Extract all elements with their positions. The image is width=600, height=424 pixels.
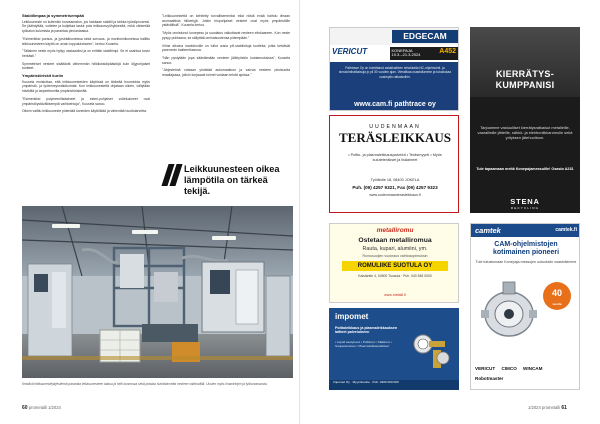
anniversary-badge	[543, 282, 571, 310]
camtek-subtitle: Tule tutustumaan Konepaja-messujen uutuuksiin osastollemme	[475, 260, 577, 264]
metalliromu-title: Ostetaan metalliromua	[358, 237, 432, 244]
brand-logo: VERICUT	[475, 366, 496, 371]
camtek-title: CAM-ohjelmistojen kotimainen pioneeri	[492, 241, 560, 256]
magazine-name: prometalli	[541, 405, 561, 410]
edgecam-ad[interactable]	[329, 27, 459, 111]
paragraph: "Esimerkiksi poraus- ja jyrsintäkoneissa sekä sorvaus- ja monitoimikoneissa hallittu leikkuunesteen käyttö on avain lopputulokseen", kertoo Kuusela.	[22, 36, 150, 46]
paragraph: "Myös onnistunut konepesu ja suodatus vaikuttavat nesteen elinkaareen. Kun neste pysyy puhtaana, se säilyttää ominaisuutensa pidempään."	[162, 31, 290, 40]
factory-illustration	[22, 206, 293, 378]
stena-logo-sub: RECYCLING	[510, 206, 540, 210]
paragraph: Oikein valittu leikkuuneste pidentää koneiden käyttöikää ja vähentää huoltotarvetta.	[22, 109, 147, 114]
impomet-list: • Liquid asetyleeni • Polttimet • Säätimet • Suojavarusteet • Plasmaleikkauslaitteet	[335, 340, 392, 349]
stand-number: A452	[439, 48, 456, 55]
edgecam-title: EDGECAM	[392, 30, 458, 43]
paragraph: "Järjestelmä voidaan yhdistää automaatioon ja valvoa nesteen pitoisuutta reaaliajassa, jolloin korjaavat toimet voidaan tehdä ajoissa."	[162, 68, 290, 78]
section-heading: Stabiilimpaa ja symmetrisempää	[22, 13, 84, 18]
metalliromu-company-bar: ROMULIIKE SUOTULA OY	[342, 261, 448, 271]
vericut-logo: VERICUT	[332, 47, 368, 56]
quote-mark-icon	[162, 162, 182, 188]
stena-logo	[484, 197, 566, 209]
issue-number: 1/2024	[48, 405, 61, 410]
impomet-logo: impomet	[335, 312, 369, 321]
partner-logos	[475, 364, 577, 384]
metalliromu-line: Romusuojien vuokraus vaihtosopimuksin	[362, 254, 428, 258]
metalliromu-address: Kaistantie 4, 04500 Tuusula · Puh. 040 548 0000	[358, 274, 432, 278]
terasleikkaus-ad[interactable]	[329, 115, 459, 213]
stena-body: Tarjoamme vastuulliset kierrätysratkaisut metalleille, vaarallisille jätteille, sähkö- ja elektroniikkaromulle sekä yrityksen jätehuoltoon.	[477, 125, 573, 140]
page-footer-left	[22, 405, 61, 411]
camtek-logo: camtek	[475, 225, 501, 235]
issue-number: 1/2024	[528, 405, 541, 410]
paragraph: "Tällainen neste myös hyllyy vastaaviksi ja on erittäin stabiilimpi. Se ei vaahtoa kovin herkästi."	[22, 49, 150, 58]
teras-website[interactable]: www.uudenmaanterasleikkaus.fi	[369, 193, 421, 197]
metalliromu-ad[interactable]	[329, 223, 459, 303]
paragraph: Leikkuuneste on kuitenkin korvaamaton, jos halutaan stabiili ja tarkka työstöprosessi. Se jäähdyttää, voitelee ja kuljettaa lastut pois leikkausvyöhykkeeltä, mikä vähentää työkalun kulumista ja parantaa pinnanlaatua.	[22, 19, 150, 34]
metalliromu-logo: metalliromu	[376, 227, 414, 234]
badge-text: vuotta	[552, 302, 562, 306]
valve-product-icon	[477, 278, 541, 348]
edgecam-body: Pathtrace Oy on toimittanut asiakkailleen tehokkaita NC-ohjelmointi- ja simulointiratkaisuja jo yli 30 vuoden ajan. Vierailkaa osastollamme ja tutustukaa uusimpiin ratkaisuihin.	[330, 62, 459, 111]
stena-logo-text: STENA	[510, 197, 540, 206]
fair-badge	[390, 47, 458, 60]
brand-logo: CIMCO	[501, 366, 517, 371]
camtek-header	[471, 224, 580, 237]
paragraph: Kuusela muistuttaa, että leikkuunesteiden käytössä on tärkeää huomioida myös ympäristö- ja työterveysnäkökohdat. Kun leikkuunestettä ohjataan oikein, vältytään hävikiltä ja tarpeettomilta ympäristöriskeiltä.	[22, 79, 150, 94]
paragraph: "Leikkuunestettä on kehitetty turvallisemmiksi eikä niistä enää haihdu ilmaan aromaattisia hiilivetyjä. Jotkin biopohjaiset nesteet ovat myös ympäristölle ystävällisiä", Kuusela kertoo.	[162, 14, 290, 28]
impomet-ad[interactable]	[329, 308, 459, 390]
gas-regulator-icon	[409, 328, 453, 372]
stena-title: KIERRÄTYS-KUMPPANISI	[495, 69, 555, 90]
metalliromu-website[interactable]: www.metalli.fi	[384, 293, 406, 297]
badge-number: 40	[551, 288, 562, 298]
teras-title: TERÄSLEIKKAUS	[339, 130, 451, 145]
teras-services: • Poltto- ja plasmaleikkauspalvelut • Teräsmyynti • Myös kuluteteräkset ja lisäaineet	[348, 153, 442, 162]
pull-quote-text: Leikkuunesteen oikea lämpötila on tärkeä tekijä.	[184, 164, 280, 196]
teras-address: Työläntie 18, 08400 JOKELA	[370, 178, 420, 182]
paragraph: Viime aikoina markkinoille on tullut uusia pH-stabiloituja tuotteita, jotka kestävät paremmin bakteerikasvua.	[162, 43, 290, 53]
impomet-footer: Impomet Oy · Myyntiosoite · Puh. 0400 000 000	[329, 380, 459, 390]
section-heading: Ympäristöriskit kuriin	[22, 73, 64, 79]
article-column-right	[162, 14, 290, 81]
stena-info: Tule tapaamaan meitä Konepajamessuille! Osasto A231	[476, 167, 574, 171]
metalliromu-subtitle: Rauta, kupari, alumiini, ym.	[362, 246, 428, 252]
factory-photo	[22, 206, 293, 378]
page-number: 60	[22, 405, 28, 411]
fair-name: KONEPAJA	[391, 47, 413, 53]
teras-phone: Puh. (09) 4257 9321, Fax (09) 4257 9323	[352, 185, 438, 190]
photo-caption: Kestävä leikkuunestejärjestelmä parantaa leikkuunesteen laatua ja helli kunnossa sekä poistaa huoltotarvetta nesteen vaihtoväliä. Uusien myös ilmavirtojen ja työturvanuosta.	[22, 382, 268, 386]
page-footer-right	[528, 405, 567, 411]
brand-logo: Robotmaster	[475, 376, 504, 381]
paragraph: "Esimerkiksi polymeerilisäaineet ja esteri-pohjaiset voiteluaineet ovat ympäristöystävällisempiä vaihtoehtoja", Kuusela sanoo.	[22, 96, 150, 106]
fair-dates: 19.3.–21.3.2024	[391, 52, 421, 57]
camtek-url[interactable]: camtek.fi	[555, 227, 577, 233]
paragraph: "Nän pystytään jopa säästämään nesteen jälkityöstön kustannuksissa", Kuusela sanoo.	[162, 55, 290, 65]
magazine-name: prometalli	[28, 405, 47, 410]
edgecam-url[interactable]: www.cam.fi pathtrace oy	[354, 101, 436, 108]
article-column-left	[22, 14, 150, 117]
page-number: 61	[561, 405, 567, 411]
impomet-heading: Polttoleikkaus ja plasmaleikkauksen laitteet palveluineen	[335, 326, 398, 335]
brand-logo: WINCAM	[523, 366, 543, 371]
camtek-ad[interactable]	[470, 223, 580, 390]
teras-subtitle: UUDENMAAN	[369, 124, 421, 130]
stena-ad[interactable]	[470, 27, 580, 213]
paragraph: Symmetriset nesteet sisältävät vähemmän hiilidioksidipäästöjä kuin öljypohjaiset tuotteet.	[22, 61, 150, 71]
